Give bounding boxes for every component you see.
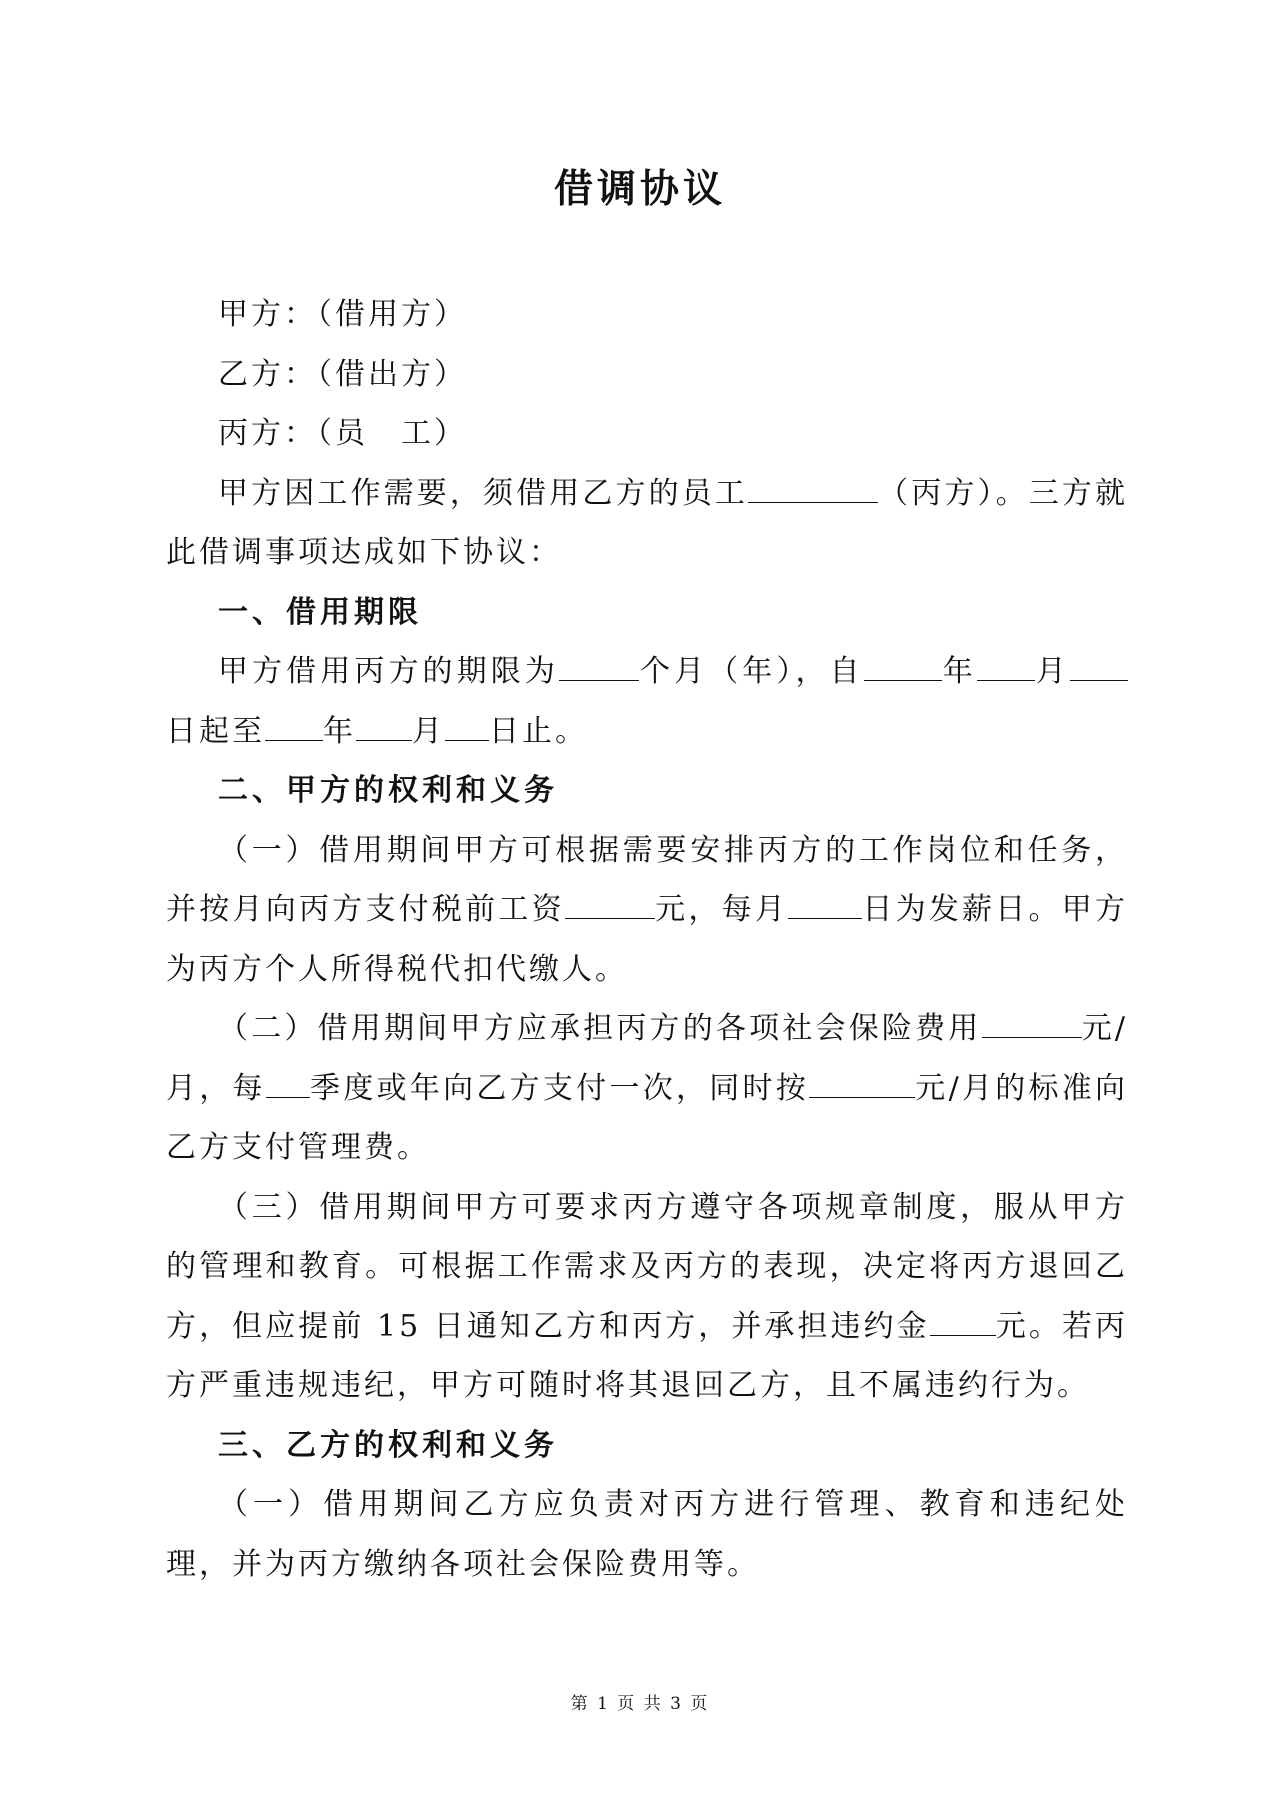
section-2-paragraph-1 xyxy=(166,821,1128,1000)
term-text-6: 年 xyxy=(323,713,356,749)
term-text-4: 月 xyxy=(1034,654,1071,689)
section-3-heading: 三、乙方的权利和义务 xyxy=(218,1427,558,1463)
return-text-2: 元。若丙方严重违规违纪，甲方可随时将其退回乙方，且不属违约行为。 xyxy=(166,1308,1129,1403)
insurance-text-4: 元/月的标准向乙方支付管理费。 xyxy=(166,1070,1129,1165)
insurance-text-2: 元/月，每 xyxy=(166,1011,1128,1106)
end-month-blank[interactable] xyxy=(356,714,412,741)
term-text-1: 甲方借用丙方的期限为 xyxy=(218,654,559,689)
document-title: 借调协议 xyxy=(553,167,726,212)
insurance-text-3: 季度或年向乙方支付一次，同时按 xyxy=(309,1070,810,1106)
section-2-paragraph-3 xyxy=(166,1178,1128,1416)
term-text-3: 年 xyxy=(941,654,977,689)
section-3-paragraph-1: （一）借用期间乙方应负责对丙方进行管理、教育和违纪处理，并为丙方缴纳各项社会保险费用等。 xyxy=(166,1487,1128,1582)
employee-name-blank[interactable] xyxy=(748,476,878,503)
salary-text-2: 元，每月 xyxy=(654,892,789,927)
party-b-line: 乙方：（借出方） xyxy=(218,356,467,392)
term-months-blank[interactable] xyxy=(559,654,639,681)
insurance-amount-blank[interactable] xyxy=(982,1011,1082,1038)
document-body xyxy=(166,285,1128,1594)
section-1-heading: 一、借用期限 xyxy=(218,594,422,630)
term-text-2: 个月（年），自 xyxy=(638,654,864,689)
end-day-blank[interactable] xyxy=(445,714,489,741)
term-text-8: 日止。 xyxy=(489,713,588,749)
party-c-line: 丙方：（员 工） xyxy=(218,416,467,451)
section-2-heading: 二、甲方的权利和义务 xyxy=(218,773,558,808)
term-text-5: 日起至 xyxy=(166,713,265,749)
intro-text-2: （丙方）。三方就此借调事项达成如下协议： xyxy=(166,475,1128,570)
intro-paragraph xyxy=(166,464,1128,583)
page-number: 第 1 页 共 3 页 xyxy=(570,1694,710,1714)
end-year-blank[interactable] xyxy=(265,714,323,741)
management-fee-blank[interactable] xyxy=(809,1071,915,1098)
penalty-amount-blank[interactable] xyxy=(930,1309,996,1336)
salary-text-3: 日为发薪日。甲方为丙方个人所得税代扣代缴人。 xyxy=(166,892,1129,987)
salary-amount-blank[interactable] xyxy=(565,892,655,919)
return-text-1: （三）借用期间甲方可要求丙方遵守各项规章制度，服从甲方的管理和教育。可根据工作需求及丙方的表现，决定将丙方退回乙方，但应提前 15 日通知乙方和丙方，并承担违约金 xyxy=(166,1189,1128,1344)
section-2-paragraph-2 xyxy=(166,999,1128,1178)
section-1-paragraph xyxy=(166,642,1128,761)
payday-blank[interactable] xyxy=(788,892,862,919)
salary-text-1: （一）借用期间甲方可根据需要安排丙方的工作岗位和任务，并按月向丙方支付税前工资 xyxy=(166,832,1128,927)
payment-period-blank[interactable] xyxy=(266,1071,310,1098)
start-year-blank[interactable] xyxy=(864,654,942,681)
term-text-7: 月 xyxy=(412,713,445,749)
insurance-text-1: （二）借用期间甲方应承担丙方的各项社会保险费用 xyxy=(218,1011,982,1046)
start-month-blank[interactable] xyxy=(977,654,1035,681)
intro-text-1: 甲方因工作需要，须借用乙方的员工 xyxy=(218,475,748,511)
party-a-line: 甲方：（借用方） xyxy=(218,297,467,332)
start-day-blank[interactable] xyxy=(1070,654,1128,681)
